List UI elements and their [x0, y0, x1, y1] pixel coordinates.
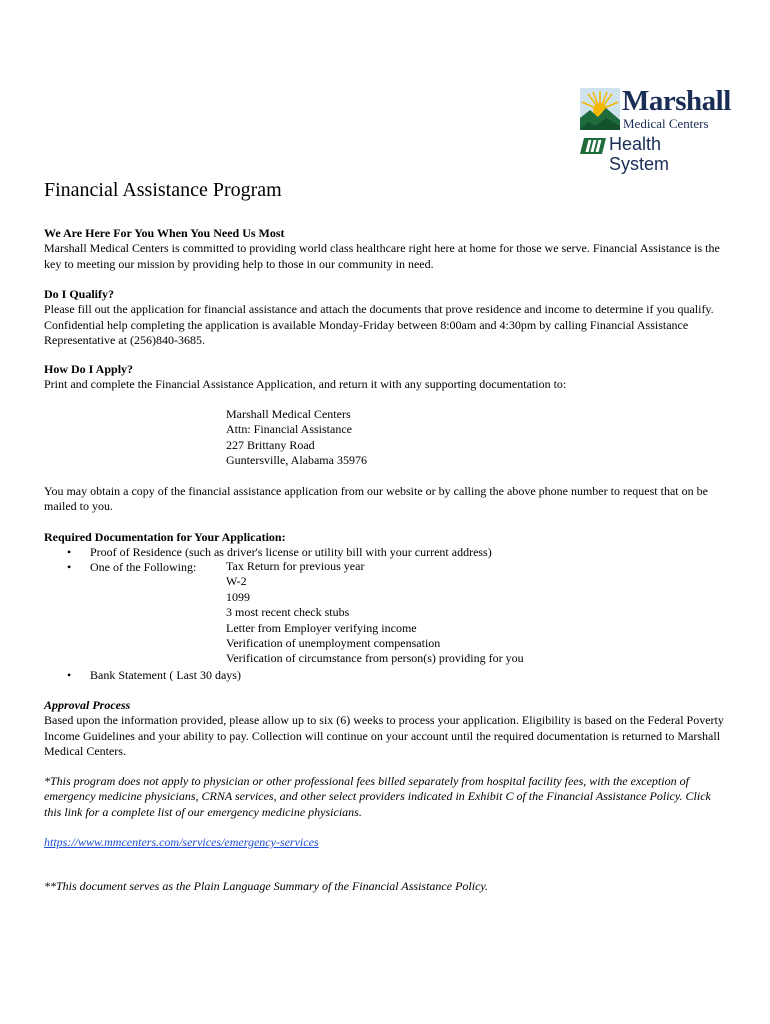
- list-item: Tax Return for previous year: [226, 559, 365, 573]
- logo-subtitle: Medical Centers: [623, 116, 709, 131]
- logo-health-system: Health System: [609, 134, 670, 174]
- qualify-section: [44, 287, 724, 349]
- list-item: Verification of circumstance from person(s) providing for you: [226, 651, 524, 666]
- obtain-copy-body: You may obtain a copy of the financial assistance application from our website or by calling the above phone number to request that on be mailed to you.: [44, 484, 708, 514]
- approval-section: [44, 698, 724, 760]
- address-line: 227 Brittany Road: [226, 437, 315, 452]
- intro-section: [44, 226, 724, 272]
- residence-item: Proof of Residence (such as driver's license or utility bill with your current address): [90, 545, 492, 559]
- obtain-copy-text: [44, 484, 724, 515]
- documentation-heading: Required Documentation for Your Application:: [44, 530, 286, 544]
- emergency-services-link[interactable]: https://www.mmcenters.com/services/emergency-services: [44, 835, 319, 849]
- mailing-address: [226, 407, 367, 469]
- page-title: Financial Assistance Program: [44, 179, 282, 201]
- list-item: Verification of unemployment compensation: [226, 636, 441, 651]
- marshall-logo: [580, 85, 731, 174]
- logo-wordmark: Marshall: [622, 85, 731, 117]
- footnote-summary: [44, 879, 724, 894]
- list-item: 1099: [226, 589, 250, 604]
- apply-heading: How Do I Apply?: [44, 362, 134, 376]
- apply-body: Print and complete the Financial Assistance Application, and return it with any supporting documentation to:: [44, 377, 567, 392]
- health-system-mark-icon: [580, 138, 606, 154]
- bullet-icon: •: [67, 545, 72, 559]
- apply-section: [44, 362, 724, 393]
- address-line: Marshall Medical Centers: [226, 407, 351, 421]
- qualify-body: Please fill out the application for financial assistance and attach the documents that prove residence and income to determine if you qualify. Confidential help completing the application is available Monday-Friday between 8:00am and 4:30pm by calling Financial Assistance Representative at (256)840-3685.: [44, 302, 714, 348]
- intro-heading: We Are Here For You When You Need Us Most: [44, 226, 285, 240]
- one-of-list: [226, 559, 524, 667]
- footnote-physician-fees: [44, 774, 724, 820]
- footnote-summary-text: **This document serves as the Plain Language Summary of the Financial Assistance Policy.: [44, 879, 489, 893]
- list-item: W-2: [226, 574, 247, 589]
- sunrise-mountain-icon: [580, 88, 620, 130]
- bank-statement-item: Bank Statement ( Last 30 days): [90, 668, 241, 682]
- bullet-icon: •: [67, 668, 72, 682]
- bullet-icon: •: [67, 560, 72, 574]
- qualify-heading: Do I Qualify?: [44, 287, 115, 301]
- link-row: [44, 835, 724, 850]
- one-of-label: One of the Following:: [90, 560, 197, 574]
- list-item: 3 most recent check stubs: [226, 605, 350, 620]
- documentation-section: [44, 530, 724, 545]
- approval-heading: Approval Process: [44, 698, 131, 712]
- intro-body: Marshall Medical Centers is committed to providing world class healthcare right here at home for those we serve. Financial Assistance is the key to meeting our mission by providing help to those in our community in need.: [44, 241, 720, 271]
- list-item: Letter from Employer verifying income: [226, 620, 417, 635]
- address-line: Guntersville, Alabama 35976: [226, 453, 367, 468]
- footnote-physician-fees-text: *This program does not apply to physician or other professional fees billed separately from hospital facility fees, with the exception of emergency medicine physicians, CRNA services, and other select providers indicated in Exhibit C of the Financial Assistance Policy. Click this link for a complete list of our emergency medicine physicians.: [44, 774, 711, 819]
- address-line: Attn: Financial Assistance: [226, 422, 352, 437]
- approval-body: Based upon the information provided, please allow up to six (6) weeks to process your application. Eligibility is based on the Federal Poverty Income Guidelines and your ability to pay. Collection will continue on your account until the required documentation is returned to Marshall Medical Centers.: [44, 713, 724, 759]
